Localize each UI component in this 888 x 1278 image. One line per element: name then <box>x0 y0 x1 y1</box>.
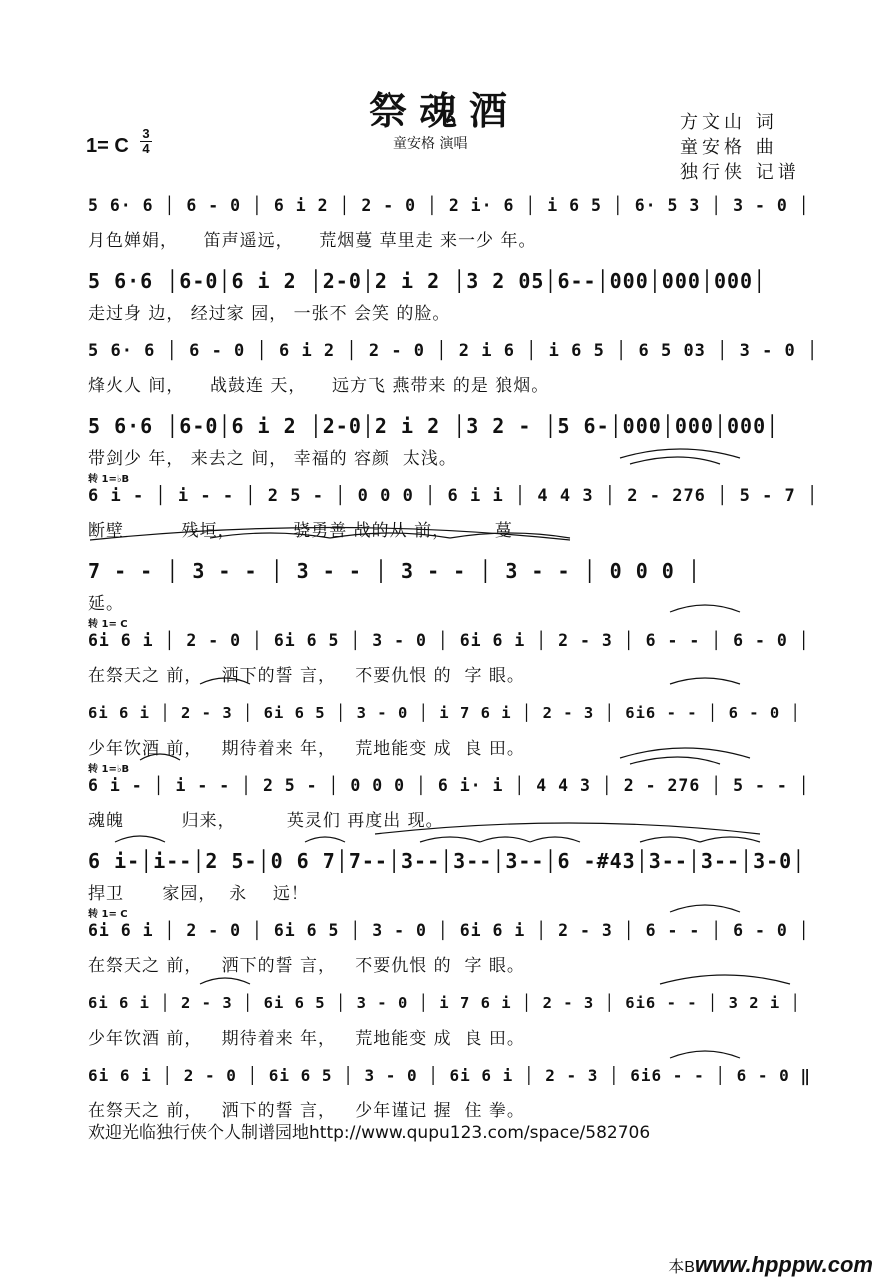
slur-arc <box>480 837 530 842</box>
watermark <box>656 1226 873 1278</box>
slur-arc <box>530 837 580 842</box>
lyric-line: 少年饮酒 前， 期待着来 年， 荒地能变 成 良 田。 <box>88 739 525 759</box>
notation-line: 6i 6 i │ 2 - 0 │ 6i 6 5 │ 3 - 0 │ 6i 6 i │ 2 - 3 │ 6 - - │ 6 - 0 │ <box>88 631 810 650</box>
slur-arc <box>200 678 250 684</box>
slur-arc <box>210 533 330 538</box>
notation-line: 6 i - │ i - - │ 2 5 - │ 0 0 0 │ 6 i i │ 4 4 3 │ 2 - 276 │ 5 - 7 │ <box>88 486 819 506</box>
transcriber-credit: 独行侠 记谱 <box>680 162 800 183</box>
notation-line: 6 i-│i--│2 5-│0 6 7│7--│3--│3--│3--│6 -#43│3--│3--│3-0│ <box>88 849 806 873</box>
time-signature-bottom: 4 <box>142 141 150 156</box>
notation-line: 6i 6 i │ 2 - 0 │ 6i 6 5 │ 3 - 0 │ 6i 6 i │ 2 - 3 │ 6 - - │ 6 - 0 │ <box>88 921 810 940</box>
lyric-line: 在祭天之 前， 洒下的誓 言， 少年谨记 握 住 拳。 <box>88 1101 525 1121</box>
lyric-line: 少年饮酒 前， 期待着来 年， 荒地能变 成 良 田。 <box>88 1029 525 1049</box>
slur-arc <box>670 905 740 912</box>
slur-arc <box>660 975 790 984</box>
notation-line: 6i 6 i │ 2 - 3 │ 6i 6 5 │ 3 - 0 │ i 7 6 i │ 2 - 3 │ 6i6 - - │ 3 2 i │ <box>88 994 801 1012</box>
slur-arc <box>700 837 760 842</box>
notation-line: 5 6·6 │6-0│6 i 2 │2-0│2 i 2 │3 2 05│6--│000│000│000│ <box>88 269 767 293</box>
notation-line: 5 6·6 │6-0│6 i 2 │2-0│2 i 2 │3 2 - │5 6-│000│000│000│ <box>88 414 780 438</box>
composer-credit: 童安格 曲 <box>680 137 778 158</box>
singer-credit: 童安格 演唱 <box>393 136 468 152</box>
song-title: 祭魂酒 <box>368 88 519 133</box>
notation-line: 6 i - │ i - - │ 2 5 - │ 0 0 0 │ 6 i· i │ 4 4 3 │ 2 - 276 │ 5 - - │ <box>88 776 810 795</box>
lyric-line: 延。 <box>88 594 124 614</box>
watermark-prefix: 本B <box>668 1259 695 1276</box>
modulation-mark: 转 1= C <box>88 619 128 630</box>
lyric-line: 断壁 残垣， 骁勇善 战的从 前， 蔓 <box>88 521 513 541</box>
slur-arc <box>330 533 450 538</box>
modulation-mark: 转 1= C <box>88 909 128 920</box>
notation-line: 5 6· 6 │ 6 - 0 │ 6 i 2 │ 2 - 0 │ 2 i· 6 │ i 6 5 │ 6· 5 3 │ 3 - 0 │ <box>88 196 810 215</box>
modulation-mark: 转 1=♭B <box>88 474 130 485</box>
slur-arc <box>630 757 720 764</box>
slur-arc <box>375 823 760 834</box>
modulation-mark: 转 1=♭B <box>88 764 130 775</box>
lyric-line: 烽火人 间， 战鼓连 天， 远方飞 燕带来 的是 狼烟。 <box>88 376 550 396</box>
lyric-line: 在祭天之 前， 洒下的誓 言， 不要仇恨 的 字 眼。 <box>88 666 525 686</box>
lyricist-credit: 方文山 词 <box>680 112 778 133</box>
lyric-line: 月色婵娟， 笛声遥远， 荒烟蔓 草里走 来一少 年。 <box>88 231 537 251</box>
watermark-url: www.hpppw.com <box>694 1252 873 1277</box>
slur-arc <box>450 533 570 538</box>
time-signature-top: 3 <box>142 126 150 141</box>
slur-arc <box>670 678 740 684</box>
slur-arc <box>115 836 165 842</box>
slur-arc <box>420 837 480 842</box>
lyric-line: 走过身 边， 经过家 园， 一张不 会笑 的脸。 <box>88 304 451 324</box>
lyric-line: 魂魄 归来， 英灵们 再度出 现。 <box>88 811 444 831</box>
lyric-line: 带剑少 年， 来去之 间， 幸福的 容颜 太浅。 <box>88 449 457 469</box>
notation-line: 5 6· 6 │ 6 - 0 │ 6 i 2 │ 2 - 0 │ 2 i 6 │ i 6 5 │ 6 5 03 │ 3 - 0 │ <box>88 341 819 361</box>
slur-arc <box>620 748 750 758</box>
lyric-line: 在祭天之 前， 洒下的誓 言， 不要仇恨 的 字 眼。 <box>88 956 525 976</box>
slur-arc <box>140 754 180 760</box>
slur-arc <box>640 837 700 842</box>
key-signature: 1= C <box>86 135 129 157</box>
slur-arc <box>305 837 345 842</box>
notation-line: 6i 6 i │ 2 - 3 │ 6i 6 5 │ 3 - 0 │ i 7 6 i │ 2 - 3 │ 6i6 - - │ 6 - 0 │ <box>88 704 801 722</box>
notation-line: 7 - - │ 3 - - │ 3 - - │ 3 - - │ 3 - - │ 0 0 0 │ <box>88 559 701 583</box>
slur-arc <box>670 1051 740 1058</box>
slur-arc <box>200 978 250 984</box>
lyric-line: 捍卫 家园， 永 远！ <box>88 884 309 904</box>
slur-arc <box>630 457 720 464</box>
slur-arc <box>670 605 740 612</box>
footer-text: 欢迎光临独行侠个人制谱园地http://www.qupu123.com/space/582706 <box>88 1123 651 1143</box>
notation-line: 6i 6 i │ 2 - 0 │ 6i 6 5 │ 3 - 0 │ 6i 6 i │ 2 - 3 │ 6i6 - - │ 6 - 0 ‖ <box>88 1066 812 1085</box>
